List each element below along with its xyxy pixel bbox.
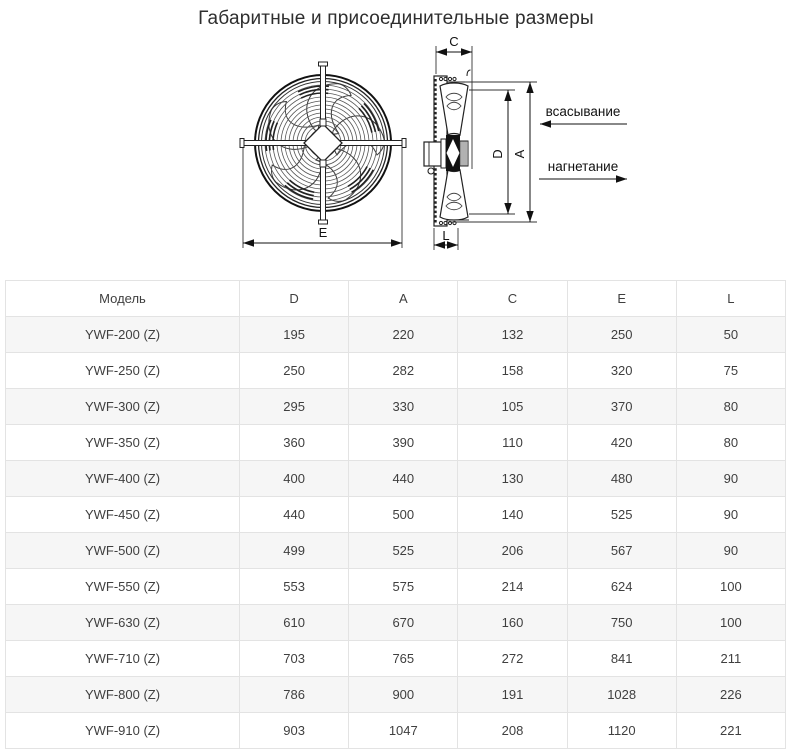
model-cell: YWF-550 (Z): [6, 569, 240, 605]
value-cell: 480: [567, 461, 676, 497]
motor-hub: [424, 135, 468, 174]
table-row: [6, 677, 786, 713]
value-cell: 525: [567, 497, 676, 533]
table-row: [6, 389, 786, 425]
model-cell: YWF-250 (Z): [6, 353, 240, 389]
table-row: [6, 461, 786, 497]
column-header-a: A: [349, 281, 458, 317]
value-cell: 110: [458, 425, 567, 461]
value-cell: 100: [676, 605, 785, 641]
value-cell: 100: [676, 569, 785, 605]
value-cell: 220: [349, 317, 458, 353]
column-header-e: E: [567, 281, 676, 317]
value-cell: 221: [676, 713, 785, 749]
value-cell: 208: [458, 713, 567, 749]
value-cell: 272: [458, 641, 567, 677]
value-cell: 525: [349, 533, 458, 569]
table-row: [6, 317, 786, 353]
table-row: [6, 533, 786, 569]
value-cell: 900: [349, 677, 458, 713]
table-row: [6, 353, 786, 389]
value-cell: 400: [240, 461, 349, 497]
value-cell: 295: [240, 389, 349, 425]
model-cell: YWF-350 (Z): [6, 425, 240, 461]
dim-label-a: A: [512, 149, 527, 159]
value-cell: 500: [349, 497, 458, 533]
value-cell: 499: [240, 533, 349, 569]
value-cell: 610: [240, 605, 349, 641]
value-cell: 750: [567, 605, 676, 641]
fan-front-view: [240, 62, 406, 248]
value-cell: 420: [567, 425, 676, 461]
value-cell: 250: [240, 353, 349, 389]
model-cell: YWF-500 (Z): [6, 533, 240, 569]
value-cell: 703: [240, 641, 349, 677]
value-cell: 80: [676, 425, 785, 461]
table-header-row: [6, 281, 786, 317]
fan-side-view: [424, 34, 537, 250]
value-cell: 567: [567, 533, 676, 569]
model-cell: YWF-400 (Z): [6, 461, 240, 497]
airflow-labels: [539, 104, 627, 179]
suction-label: всасывание: [545, 104, 621, 119]
value-cell: 624: [567, 569, 676, 605]
value-cell: 1120: [567, 713, 676, 749]
value-cell: 903: [240, 713, 349, 749]
value-cell: 1047: [349, 713, 458, 749]
value-cell: 786: [240, 677, 349, 713]
page-title: Габаритные и присоединительные размеры: [198, 8, 594, 29]
table-row: [6, 641, 786, 677]
dimension-d: [469, 90, 515, 214]
value-cell: 90: [676, 533, 785, 569]
dim-label-l: L: [442, 228, 450, 243]
value-cell: 132: [458, 317, 567, 353]
model-cell: YWF-800 (Z): [6, 677, 240, 713]
value-cell: 575: [349, 569, 458, 605]
value-cell: 226: [676, 677, 785, 713]
fan-drawing: [231, 34, 651, 266]
value-cell: 250: [567, 317, 676, 353]
value-cell: 50: [676, 317, 785, 353]
discharge-label: нагнетание: [547, 159, 619, 174]
value-cell: 360: [240, 425, 349, 461]
value-cell: 282: [349, 353, 458, 389]
column-header-c: C: [458, 281, 567, 317]
value-cell: 841: [567, 641, 676, 677]
dim-label-e: E: [318, 225, 328, 240]
value-cell: 80: [676, 389, 785, 425]
value-cell: 191: [458, 677, 567, 713]
value-cell: 214: [458, 569, 567, 605]
table-row: [6, 425, 786, 461]
column-header-l: L: [676, 281, 785, 317]
dimension-l: [434, 228, 458, 250]
model-cell: YWF-710 (Z): [6, 641, 240, 677]
table-row: [6, 605, 786, 641]
value-cell: 390: [349, 425, 458, 461]
column-header-model: Модель: [6, 281, 240, 317]
value-cell: 440: [349, 461, 458, 497]
model-cell: YWF-300 (Z): [6, 389, 240, 425]
value-cell: 211: [676, 641, 785, 677]
dimensions-diagram: [0, 34, 792, 266]
dimension-c: [436, 34, 472, 52]
value-cell: 130: [458, 461, 567, 497]
value-cell: 90: [676, 461, 785, 497]
value-cell: 140: [458, 497, 567, 533]
value-cell: 195: [240, 317, 349, 353]
model-cell: YWF-200 (Z): [6, 317, 240, 353]
value-cell: 765: [349, 641, 458, 677]
table-row: [6, 713, 786, 749]
table-row: [6, 569, 786, 605]
value-cell: 370: [567, 389, 676, 425]
dim-label-c: C: [449, 34, 459, 49]
value-cell: 330: [349, 389, 458, 425]
dim-label-d: D: [490, 149, 505, 159]
model-cell: YWF-450 (Z): [6, 497, 240, 533]
value-cell: 320: [567, 353, 676, 389]
value-cell: 1028: [567, 677, 676, 713]
model-cell: YWF-630 (Z): [6, 605, 240, 641]
value-cell: 105: [458, 389, 567, 425]
value-cell: 158: [458, 353, 567, 389]
dimensions-table: [5, 280, 786, 749]
value-cell: 670: [349, 605, 458, 641]
value-cell: 90: [676, 497, 785, 533]
value-cell: 553: [240, 569, 349, 605]
table-row: [6, 497, 786, 533]
value-cell: 206: [458, 533, 567, 569]
value-cell: 160: [458, 605, 567, 641]
model-cell: YWF-910 (Z): [6, 713, 240, 749]
value-cell: 75: [676, 353, 785, 389]
column-header-d: D: [240, 281, 349, 317]
value-cell: 440: [240, 497, 349, 533]
